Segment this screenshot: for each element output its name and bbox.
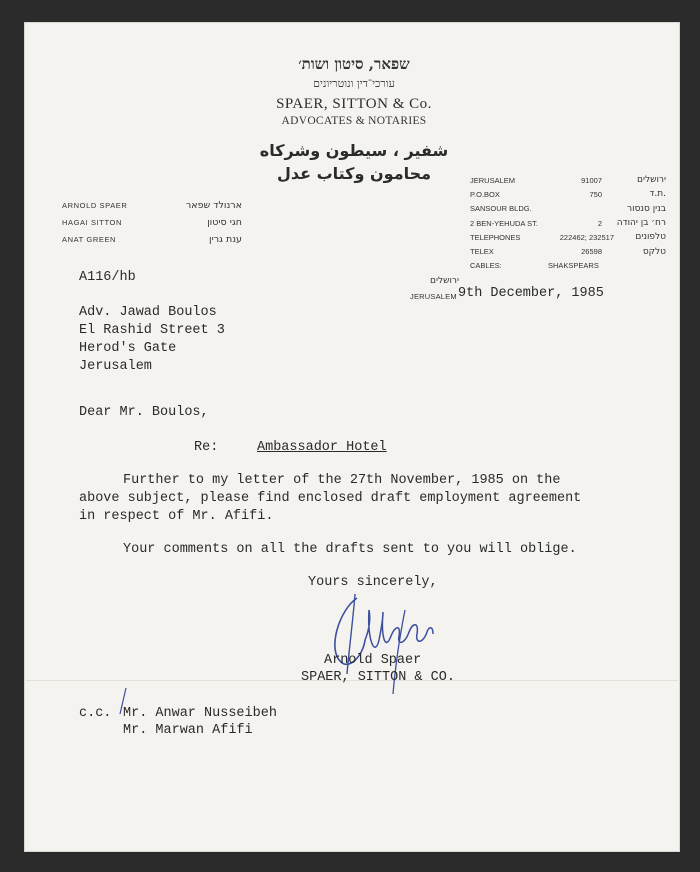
body-line: Further to my letter of the 27th November, 1985 on the (123, 473, 561, 488)
contact-row (470, 202, 666, 216)
partners-list (62, 197, 242, 248)
contact-value: 222462; 232517 (559, 232, 614, 242)
partner-name-hebrew: ענת גרין (208, 234, 242, 245)
body-line: Your comments on all the drafts sent to you will oblige. (123, 542, 577, 557)
letterhead-hebrew-name: שפאר, סיטון ושות׳ (298, 55, 410, 73)
letterhead-hebrew-subtitle: עורכי־דין ונוטריונים (313, 77, 395, 90)
place-english: JERUSALEM (410, 292, 457, 301)
address-line: Adv. Jawad Boulos (79, 305, 217, 320)
partner-row (62, 231, 242, 248)
reference-number: A116/hb (79, 270, 136, 285)
contact-row (470, 230, 666, 244)
cc-recipient: Mr. Anwar Nusseibeh (123, 706, 277, 721)
partner-name-english: HAGAI SITTON (62, 218, 122, 227)
body-line: in respect of Mr. Afifi. (79, 509, 274, 524)
contact-label: TELEX (470, 247, 494, 257)
closing: Yours sincerely, (308, 575, 438, 590)
contact-row (470, 259, 666, 273)
contact-hebrew: ת.ד. (649, 189, 666, 200)
partner-name-english: ANAT GREEN (62, 235, 117, 244)
contact-row (470, 244, 666, 258)
letter-date: 9th December, 1985 (458, 286, 604, 301)
salutation: Dear Mr. Boulos, (79, 405, 209, 420)
contact-hebrew: ירושלים (636, 175, 666, 186)
contact-label: 2 BEN-YEHUDA ST. (470, 218, 538, 228)
letterhead-english-subtitle: ADVOCATES & NOTARIES (281, 115, 427, 127)
contact-value: SHAKSPEARS (548, 261, 599, 271)
place-hebrew: ירושלים (429, 276, 459, 286)
address-line: Herod's Gate (79, 341, 177, 356)
partner-row (62, 197, 242, 214)
contact-label: P.O.BOX (470, 189, 500, 199)
contact-row (470, 216, 666, 230)
contact-hebrew: טלפונים (635, 232, 666, 243)
letterhead-english-name: SPAER, SITTON & Co. (276, 96, 432, 112)
contact-label: TELEPHONES (470, 232, 521, 242)
contact-value: 91007 (581, 175, 602, 185)
contact-row (470, 173, 666, 187)
letterhead-arabic-name: شفير ، سيطون وشركاه (259, 141, 449, 160)
contact-value: 2 (597, 218, 602, 228)
letterhead-arabic-subtitle: محامون وكتاب عدل (276, 164, 432, 183)
address-line: El Rashid Street 3 (79, 323, 225, 338)
contact-label: SANSOUR BLDG. (470, 204, 532, 214)
contact-hebrew: בנין סנסור (627, 203, 666, 214)
letter-sheet (24, 22, 680, 852)
cc-label: c.c. (79, 706, 112, 721)
re-label: Re: (194, 440, 219, 455)
contact-label: JERUSALEM (470, 175, 516, 185)
contact-value: 26598 (581, 247, 602, 257)
address-line: Jerusalem (79, 359, 152, 374)
contact-row (470, 187, 666, 201)
contact-hebrew: טלקס (642, 246, 666, 257)
partner-row (62, 214, 242, 231)
contact-value: 750 (589, 189, 602, 199)
signer-firm: SPAER, SITTON & CO. (301, 670, 455, 685)
contact-hebrew: רח׳ בן יהודה (616, 218, 666, 229)
partner-name-english: ARNOLD SPAER (62, 201, 128, 210)
partner-name-hebrew: חגי סיטון (207, 217, 242, 228)
cc-recipient: Mr. Marwan Afifi (123, 723, 253, 738)
contact-label: CABLES: (470, 261, 502, 271)
body-line: above subject, please find enclosed draft employment agreement (79, 491, 582, 506)
subject-line: Ambassador Hotel (257, 440, 387, 455)
partner-name-hebrew: ארנולד שפאר (185, 200, 242, 211)
signer-name: Arnold Spaer (324, 653, 422, 668)
contact-block (470, 173, 666, 273)
cc-tick-mark (117, 686, 129, 716)
